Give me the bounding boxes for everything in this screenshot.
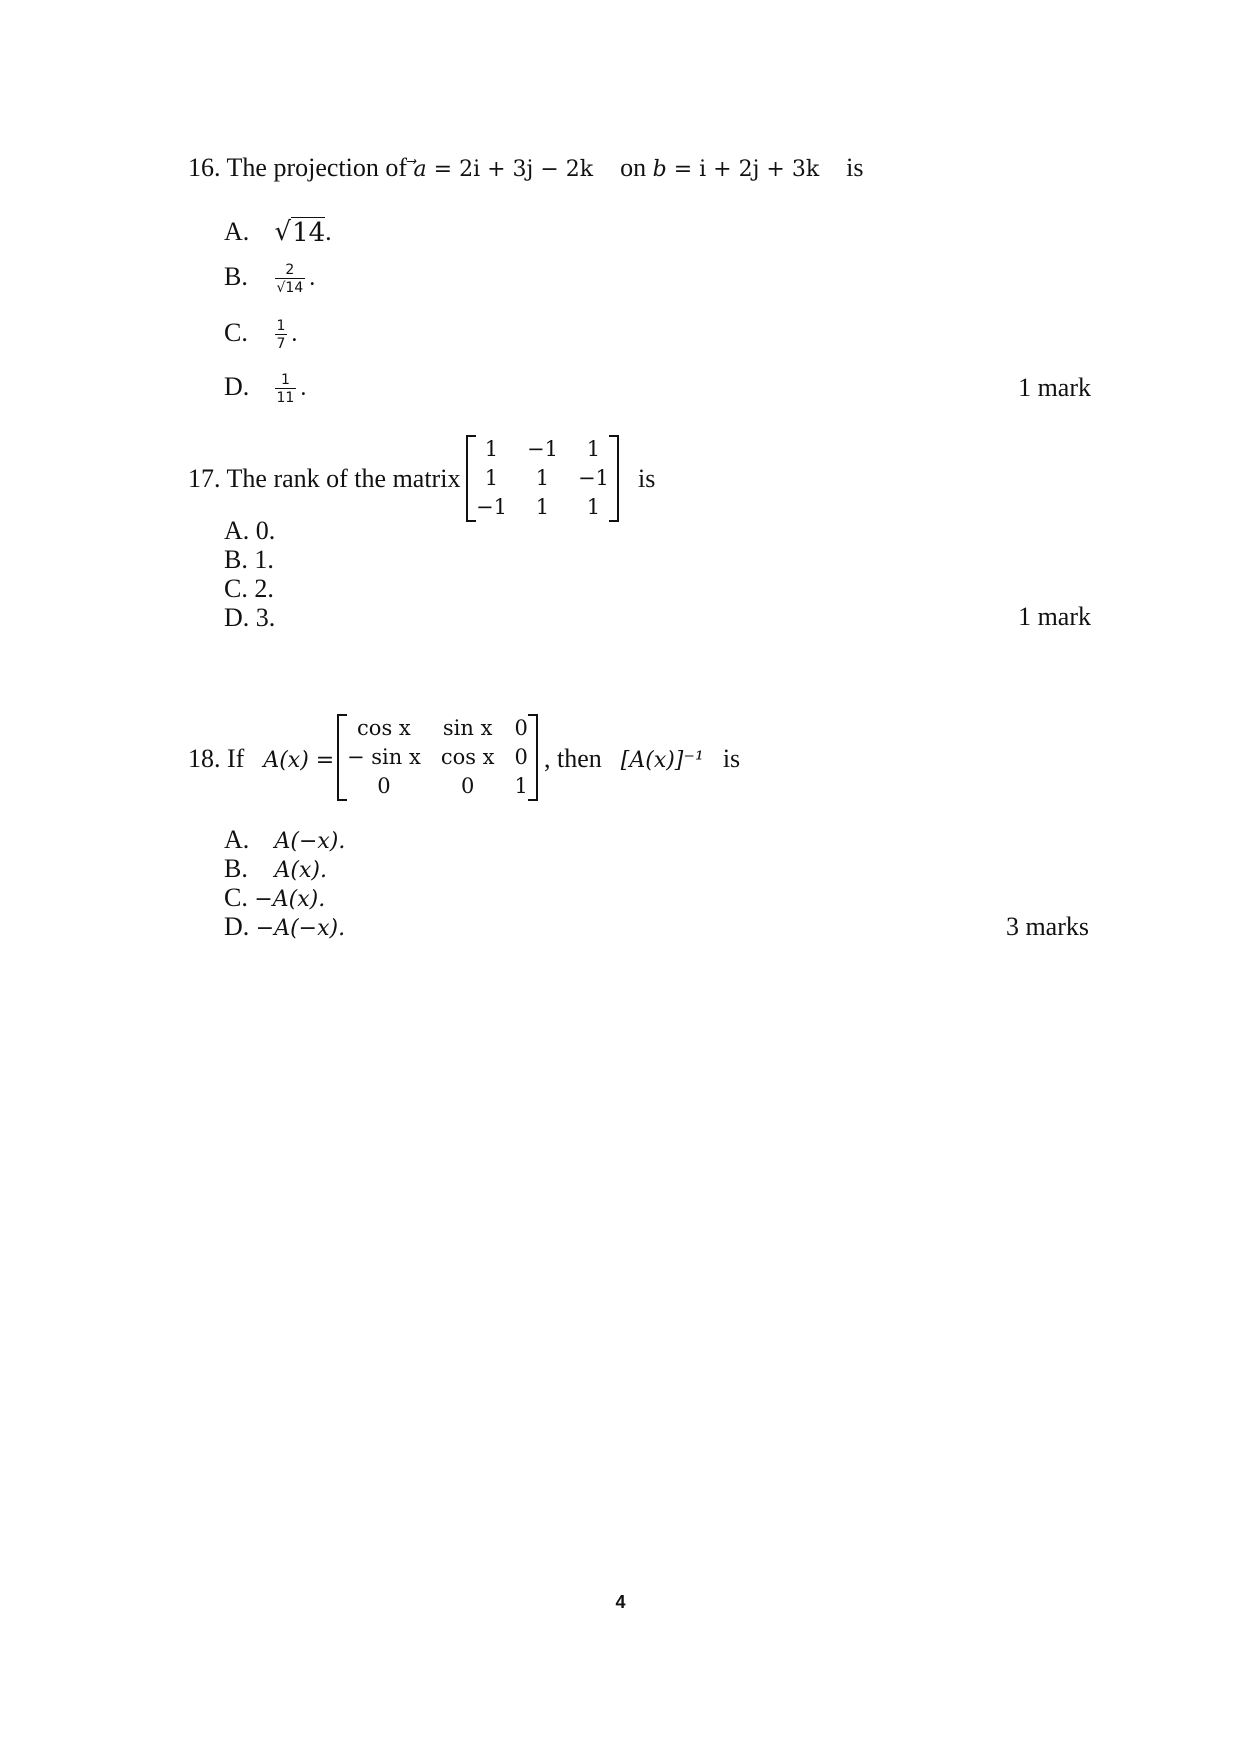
q17-stem bbox=[188, 463, 460, 495]
option-label: B. bbox=[224, 262, 248, 291]
option-label: D. bbox=[224, 372, 250, 401]
q17-option-c bbox=[224, 574, 274, 604]
option-label: C. bbox=[224, 883, 248, 912]
left-bracket bbox=[337, 714, 347, 801]
option-text: 1. bbox=[254, 545, 274, 574]
option-label: A. bbox=[224, 825, 250, 854]
page-number: 4 bbox=[615, 1592, 626, 1612]
matrix-cell: −1 bbox=[577, 466, 609, 490]
q16-vector-b: b bbox=[652, 157, 667, 182]
q16-prefix: 16. The projection of bbox=[188, 153, 408, 182]
matrix-cell: 1 bbox=[535, 495, 550, 519]
option-label: B. bbox=[224, 545, 248, 574]
matrix-cell: cos x bbox=[440, 745, 495, 769]
q16-marks: 1 mark bbox=[1018, 373, 1091, 402]
fraction: $\frac{1}{7}$ bbox=[276, 318, 286, 353]
matrix-cell: − sin x bbox=[347, 745, 421, 769]
option-label: C. bbox=[224, 574, 248, 603]
option-text: A(x). bbox=[274, 858, 327, 883]
matrix-cell: 1 bbox=[586, 495, 601, 519]
option-text: 2. bbox=[254, 574, 274, 603]
matrix-cell: 0 bbox=[377, 774, 391, 798]
q18-marks: 3 marks bbox=[1005, 912, 1089, 941]
matrix-cell: sin x bbox=[442, 716, 493, 740]
matrix-cell: 0 bbox=[460, 774, 475, 798]
q16-option-b bbox=[224, 262, 315, 296]
option-tail: . bbox=[309, 265, 316, 291]
matrix-cell: 0 bbox=[514, 716, 528, 740]
fraction: $\frac{2}{√14}$ bbox=[276, 262, 304, 297]
option-label: D. bbox=[224, 912, 250, 941]
q17-option-d bbox=[224, 603, 275, 633]
q18-stem bbox=[188, 743, 334, 777]
q18-option-b bbox=[224, 854, 327, 886]
q18-option-a bbox=[224, 825, 345, 857]
matrix-cell: −1 bbox=[526, 437, 558, 461]
option-text: A(−x). bbox=[274, 829, 346, 854]
matrix-cell: −1 bbox=[476, 495, 507, 519]
q16-expression-a: = 2i + 3j − 2k bbox=[426, 157, 594, 182]
fraction: $\frac{1}{11}$ bbox=[276, 372, 295, 407]
q16-option-c bbox=[224, 318, 297, 352]
right-bracket bbox=[609, 435, 619, 522]
option-tail: . bbox=[291, 321, 298, 347]
option-text: −A(x). bbox=[254, 887, 326, 912]
q18-option-d bbox=[224, 912, 345, 944]
matrix-cell: cos x bbox=[357, 716, 411, 740]
option-label: A. bbox=[224, 516, 250, 545]
q16-vector-a: a bbox=[413, 157, 427, 182]
q18-option-c bbox=[224, 883, 325, 915]
q17-matrix bbox=[466, 435, 619, 522]
q18-tail bbox=[544, 743, 740, 777]
left-bracket bbox=[466, 435, 476, 522]
matrix-cell: 1 bbox=[514, 774, 528, 798]
sqrt-expression: √ 14 bbox=[274, 217, 326, 248]
option-label: C. bbox=[224, 318, 248, 347]
q17-marks: 1 mark bbox=[1018, 602, 1091, 631]
q17-prefix: 17. The rank of the matrix bbox=[188, 464, 461, 493]
q18-inverse: [A(x)]⁻¹ bbox=[620, 748, 704, 773]
q17-option-b bbox=[224, 545, 274, 575]
matrix-cell: 1 bbox=[586, 437, 601, 461]
q18-then: , then bbox=[544, 744, 602, 773]
option-text: 0. bbox=[255, 516, 276, 545]
matrix-cell: 1 bbox=[535, 466, 550, 490]
q18-matrix bbox=[337, 714, 538, 801]
q16-option-d bbox=[224, 372, 306, 406]
q18-lhs: A(x) = bbox=[263, 748, 335, 773]
q17-suffix: is bbox=[638, 464, 656, 493]
q16-option-a bbox=[224, 217, 332, 248]
q16-expression-b: = i + 2j + 3k bbox=[666, 157, 820, 182]
q16-stem bbox=[188, 152, 864, 186]
matrix-cell: 1 bbox=[484, 466, 499, 490]
option-label: D. bbox=[224, 603, 250, 632]
q18-prefix: 18. If bbox=[188, 744, 245, 773]
option-text: −A(−x). bbox=[255, 916, 346, 941]
q18-suffix: is bbox=[722, 744, 741, 773]
matrix-cell: 0 bbox=[514, 745, 528, 769]
q16-on: on bbox=[620, 153, 647, 182]
option-tail: . bbox=[325, 217, 332, 246]
q16-suffix: is bbox=[846, 153, 864, 182]
q17-option-a bbox=[224, 516, 275, 546]
option-label: A. bbox=[224, 217, 250, 246]
matrix-cell: 1 bbox=[484, 437, 499, 461]
option-text: 3. bbox=[255, 603, 276, 632]
option-tail: . bbox=[300, 375, 307, 401]
right-bracket bbox=[528, 714, 538, 801]
option-label: B. bbox=[224, 854, 248, 883]
